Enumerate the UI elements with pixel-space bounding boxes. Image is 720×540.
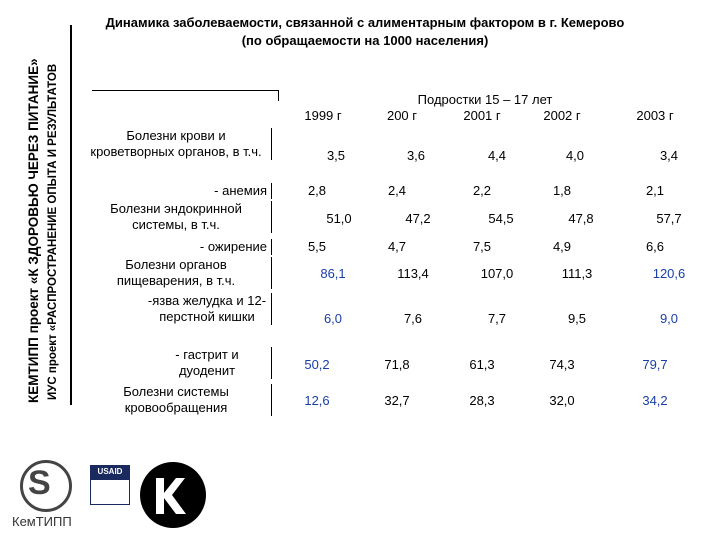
table-cell: 7,5	[472, 239, 492, 254]
table-cell: 61,3	[469, 357, 495, 372]
table-cell: 1,8	[552, 183, 572, 198]
row-label: -язва желудка и 12-перстной кишки	[147, 293, 272, 325]
table-cell: 113,4	[397, 266, 429, 281]
table-cell: 54,5	[488, 211, 514, 226]
table-cell: 2,1	[645, 183, 665, 198]
table-cell: 5,5	[307, 239, 327, 254]
table-cell: 120,6	[652, 266, 686, 281]
table-cell: 9,5	[567, 311, 587, 326]
page-title	[75, 14, 655, 50]
row-label: Болезни эндокринной системы, в т.ч.	[85, 201, 272, 233]
ksc-logo-icon	[138, 460, 208, 530]
year-header: 200 г	[386, 108, 418, 123]
table-cell: 34,2	[642, 393, 668, 408]
row-label: - ожирение	[117, 239, 272, 255]
year-header: 2003 г	[636, 108, 674, 123]
table-cell: 7,7	[487, 311, 507, 326]
table-cell: 4,0	[565, 148, 585, 163]
group-header: Подростки 15 – 17 лет	[417, 92, 553, 107]
table-cell: 28,3	[469, 393, 495, 408]
year-header: 1999 г	[304, 108, 342, 123]
row-label: Болезни системы кровообращения	[85, 384, 272, 416]
side-divider	[70, 25, 72, 405]
table-cell: 6,0	[323, 311, 343, 326]
kemtipp-logo-text: КемТИПП	[12, 514, 72, 529]
table-cell: 57,7	[656, 211, 682, 226]
usaid-logo-icon: USAID	[90, 465, 130, 505]
title-line-2: (по обращаемости на 1000 населения)	[241, 33, 489, 48]
table-cell: 4,7	[387, 239, 407, 254]
table-cell: 50,2	[304, 357, 330, 372]
kemtipp-logo-mark: S	[28, 464, 51, 502]
table-cell: 32,7	[384, 393, 410, 408]
table-cell: 7,6	[403, 311, 423, 326]
table-cell: 111,3	[561, 266, 593, 281]
table-cell: 4,9	[552, 239, 572, 254]
table-cell: 79,7	[642, 357, 668, 372]
logos	[10, 460, 230, 535]
table-cell: 47,8	[568, 211, 594, 226]
table-cell: 9,0	[659, 311, 679, 326]
row-label: Болезни крови и кроветворных органов, в т.ч.	[85, 128, 272, 160]
year-header: 2001 г	[463, 108, 501, 123]
title-line-1: Динамика заболеваемости, связанной с алиментарным фактором в г. Кемерово	[105, 15, 625, 30]
table-cell: 2,8	[307, 183, 327, 198]
table-cell: 51,0	[326, 211, 352, 226]
table-cell: 4,4	[487, 148, 507, 163]
table-cell: 86,1	[320, 266, 346, 281]
row-label: Болезни органов пищеварения, в т.ч.	[85, 257, 272, 289]
row-label: - гастрит и дуоденит	[147, 347, 272, 379]
table-cell: 3,5	[326, 148, 346, 163]
table-cell: 32,0	[549, 393, 575, 408]
table-cell: 3,6	[406, 148, 426, 163]
row-label: - анемия	[117, 183, 272, 199]
table-corner	[92, 90, 279, 101]
table-cell: 71,8	[384, 357, 410, 372]
table-cell: 2,2	[472, 183, 492, 198]
table-cell: 3,4	[659, 148, 679, 163]
table-cell: 74,3	[549, 357, 575, 372]
table-cell: 6,6	[645, 239, 665, 254]
side-project-subtitle: ИУС проект «РАСПРОСТРАНЕНИЕ ОПЫТА И РЕЗУЛЬТАТОВ	[47, 63, 59, 400]
year-header: 2002 г	[543, 108, 581, 123]
table-cell: 107,0	[480, 266, 514, 281]
side-project-title: КЕМТИПП проект «К ЗДОРОВЬЮ ЧЕРЕЗ ПИТАНИЕ»	[26, 58, 41, 403]
table-cell: 2,4	[387, 183, 407, 198]
table-cell: 47,2	[405, 211, 431, 226]
table-cell: 12,6	[304, 393, 330, 408]
